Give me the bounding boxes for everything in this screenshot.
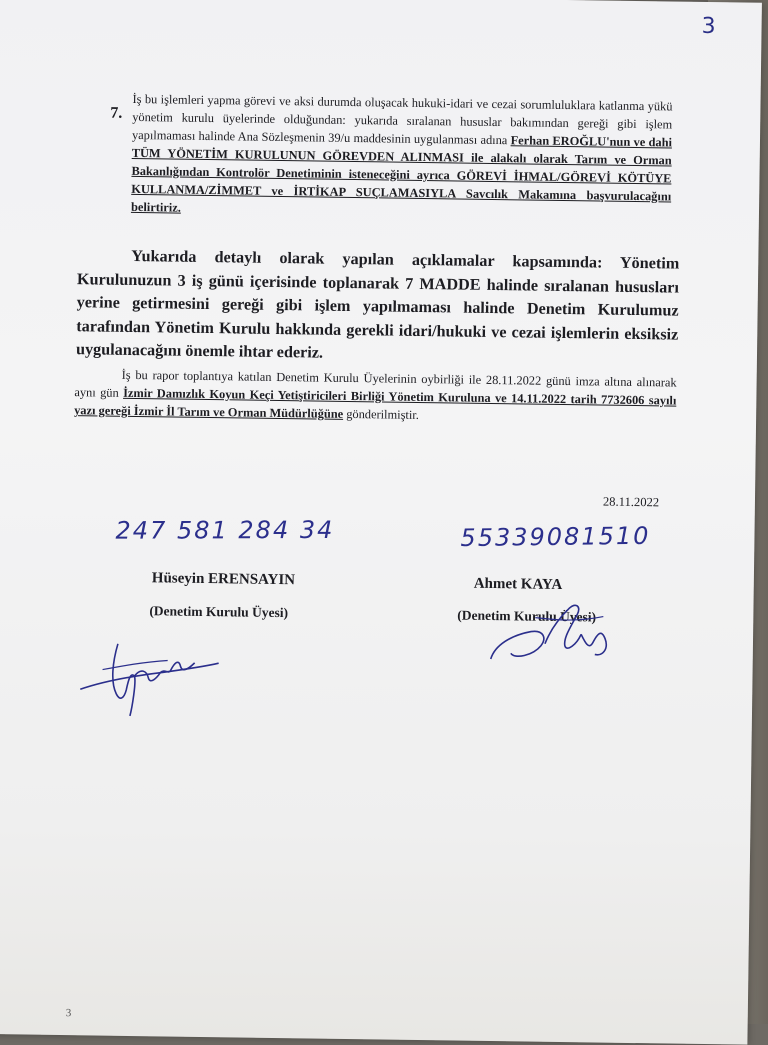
warning-paragraph: Yukarıda detaylı olarak yapılan açıklamalar kapsamında: Yönetim Kurulunuzun 3 iş günü içerisinde toplanarak 7 MADDE halinde sıralanan hususları yerine getirmesini gereği gibi işlem yapılmaması halinde Denetim Kurulumuz tarafından Yönetim Kurulu hakkında gerekli idari/hukuki ve cezai işlemlerin eksiksiz uygulanacağını önemle ihtar ederiz. — [75, 246, 680, 362]
handwritten-page-number: 3 — [701, 13, 716, 40]
handwritten-id-number-right: 55339081510 — [460, 521, 651, 553]
report-text-end: gönderilmiştir. — [343, 406, 419, 422]
report-paragraph — [74, 365, 677, 427]
item-7-emphasis: Ferhan EROĞLU'nun ve dahi TÜM YÖNETİM KURULUNUN GÖREVDEN ALINMASI ile alakalı olarak Tarım ve Orman Bakanlığından Kontrolör Denetiminin isteneceğini ayrıca GÖREVİ İHMAL/GÖREVİ KÖTÜYE KULLANMA/ZİMMET ve İRTİKAP SUÇLAMASIYLA Savcılık Makamına başvurulacağını belirtiriz. — [130, 133, 673, 215]
item-7-text: İş bu işlemleri yapma görevi ve aksi durumda oluşacak hukuki-idari ve cezai sorumluluklara katlanma yükü yönetim kurulu üyelerinde olduğundan: yukarıda sıralanan hususlar bakımından gereği gibi işlem yapılmaması halinde Ana Sözleşmenin 39/u maddesinin uygulanması adına — [131, 91, 673, 148]
signatory-role-left: (Denetim Kurulu Üyesi) — [149, 603, 289, 621]
item-number: 7. — [110, 104, 123, 122]
signature-left — [72, 631, 233, 723]
corner-mark: 3 — [65, 1007, 72, 1020]
report-text: İş bu rapor toplantıya katılan Denetim Kurulu Üyelerinin oybirliği ile 28.11.2022 günü imza altına alınarak aynı gün — [74, 367, 677, 400]
report-date: 28.11.2022 — [602, 494, 660, 510]
signature-right — [485, 597, 616, 671]
signatory-role-right: (Denetim Kurulu Üyesi) — [457, 607, 597, 625]
signatory-name-right: Ahmet KAYA — [473, 575, 563, 593]
report-recipients: İzmir Damızlık Koyun Keçi Yetiştiricileri Birliği Yönetim Kuruluna ve 14.11.2022 tarih 7732606 sayılı yazı gereği İzmir İl Tarım ve Orman Müdürlüğüne — [74, 385, 677, 421]
item-7-paragraph — [131, 90, 673, 224]
signatory-name-left: Hüseyin ERENSAYIN — [151, 570, 296, 589]
handwritten-id-number-left: 247 581 284 34 — [115, 515, 335, 545]
